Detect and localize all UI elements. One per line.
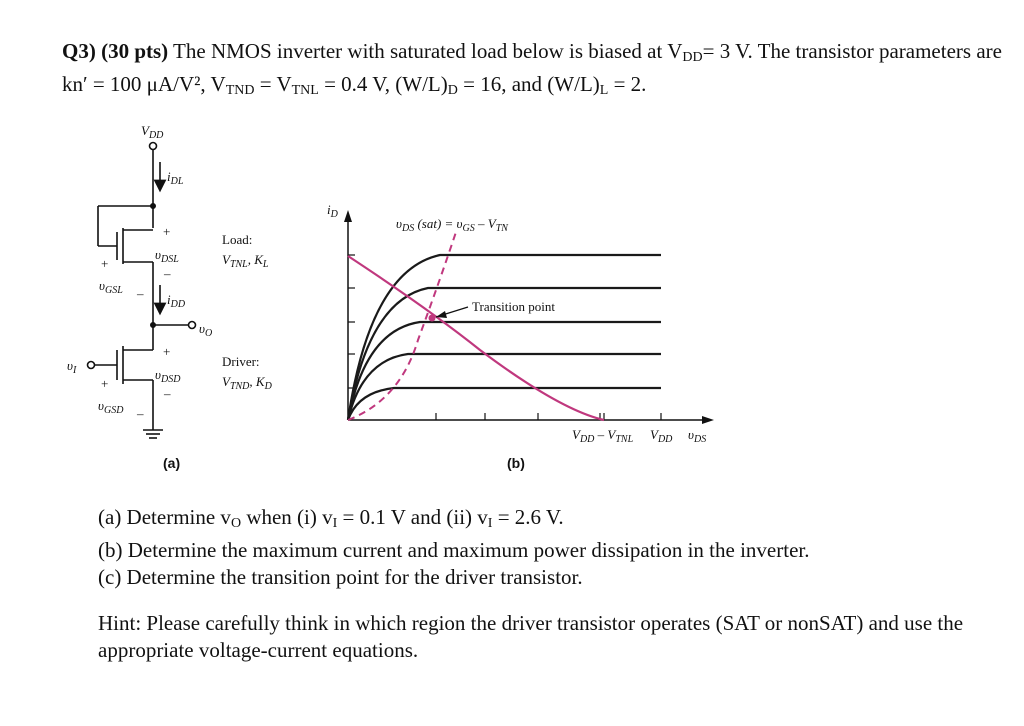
svg-text:–: – xyxy=(164,266,171,281)
part-a: (a) Determine $v_O$ when (i) $v_I = 0.1$ V and (ii) $v_I = 2.6$ V. xyxy=(98,505,564,531)
svg-text:VTNL, KL: $V_{TNL}$, $K_L$ xyxy=(222,252,269,270)
circuit-labels xyxy=(67,123,273,471)
subscript: TNL xyxy=(291,83,319,98)
part-b: (b) Determine the maximum current and maximum power dissipation in the inverter. xyxy=(98,538,810,562)
hint-text: Hint: Please carefully think in which region the driver transistor operates (SAT or nonSAT) and use the appropriate voltage-current equations. xyxy=(98,611,964,662)
svg-text:υI: $\upsilon_I$ xyxy=(67,358,77,376)
svg-text:υDS: $\upsilon_{DS}$ xyxy=(688,427,707,445)
svg-text:–: – xyxy=(137,406,144,421)
svg-text:iD: $i_D$ xyxy=(327,202,338,220)
saturation-boundary xyxy=(348,232,456,420)
svg-text:Load:: Load: xyxy=(222,232,253,247)
question-part: = 16, and (W/L) xyxy=(457,72,600,96)
question-label: Q3) (30 pts) xyxy=(62,39,169,63)
iv-curve-1 xyxy=(348,255,661,420)
subscript: L xyxy=(599,83,609,98)
vo-terminal xyxy=(189,322,196,329)
graph-labels xyxy=(327,202,706,471)
svg-text:+: + xyxy=(163,224,171,239)
vi-terminal xyxy=(88,362,95,369)
svg-text:+: + xyxy=(163,344,171,359)
svg-text:–: – xyxy=(164,386,171,401)
question-part: = 2. xyxy=(608,72,647,96)
svg-text:Driver:: Driver: xyxy=(222,354,260,369)
svg-text:iDD: $i_{DD}$ xyxy=(167,292,186,310)
question-part: = 3 V. The transistor parameters are kn′ = 100 μA/V², V xyxy=(62,39,1002,96)
svg-text:υDS (sat) = υGS – VTN: $\upsilon_{DS}$ $(sat) = \upsilon_{GS} - V_{TN}$ xyxy=(396,216,508,234)
question-part: = 0.4 V, (W/L) xyxy=(318,72,448,96)
transition-point xyxy=(429,315,436,322)
vdd-terminal xyxy=(150,143,157,150)
question-parts xyxy=(98,504,998,591)
caption-a: (a) xyxy=(163,455,181,471)
caption-b: (b) xyxy=(507,455,525,471)
subscript: TND xyxy=(225,83,255,98)
svg-text:υGSL: $\upsilon_{GSL}$ xyxy=(99,278,123,296)
svg-text:VDD – VTNL: $V_{DD} - V_{TNL}$ xyxy=(572,427,634,445)
subscript: DD xyxy=(682,50,703,65)
svg-text:υDSD: $\upsilon_{DSD}$ xyxy=(155,367,181,385)
question-part: The NMOS inverter with saturated load below is biased at V xyxy=(168,39,683,63)
svg-text:VTND, KD: $V_{TND}$, $K_D$ xyxy=(222,374,272,392)
svg-text:VDD: $V_{DD}$ xyxy=(650,427,673,445)
svg-text:υO: $\upsilon_O$ xyxy=(199,321,213,339)
svg-text:+: + xyxy=(101,256,109,271)
transition-label: Transition point xyxy=(472,299,555,314)
iv-graph xyxy=(344,210,714,424)
part-c: (c) Determine the transition point for the driver transistor. xyxy=(98,565,583,589)
iv-curve-5 xyxy=(348,388,661,420)
subscript: D xyxy=(447,83,458,98)
question-part: = V xyxy=(254,72,292,96)
svg-text:VDD: $V_{DD}$ xyxy=(141,123,164,141)
svg-text:iDL: $i_{DL}$ xyxy=(167,169,184,187)
iv-curve-3 xyxy=(348,322,661,420)
svg-text:υGSD: $\upsilon_{GSD}$ xyxy=(98,398,124,416)
svg-text:–: – xyxy=(137,286,144,301)
svg-text:+: + xyxy=(101,376,109,391)
svg-text:υDSL: $\upsilon_{DSL}$ xyxy=(155,247,179,265)
